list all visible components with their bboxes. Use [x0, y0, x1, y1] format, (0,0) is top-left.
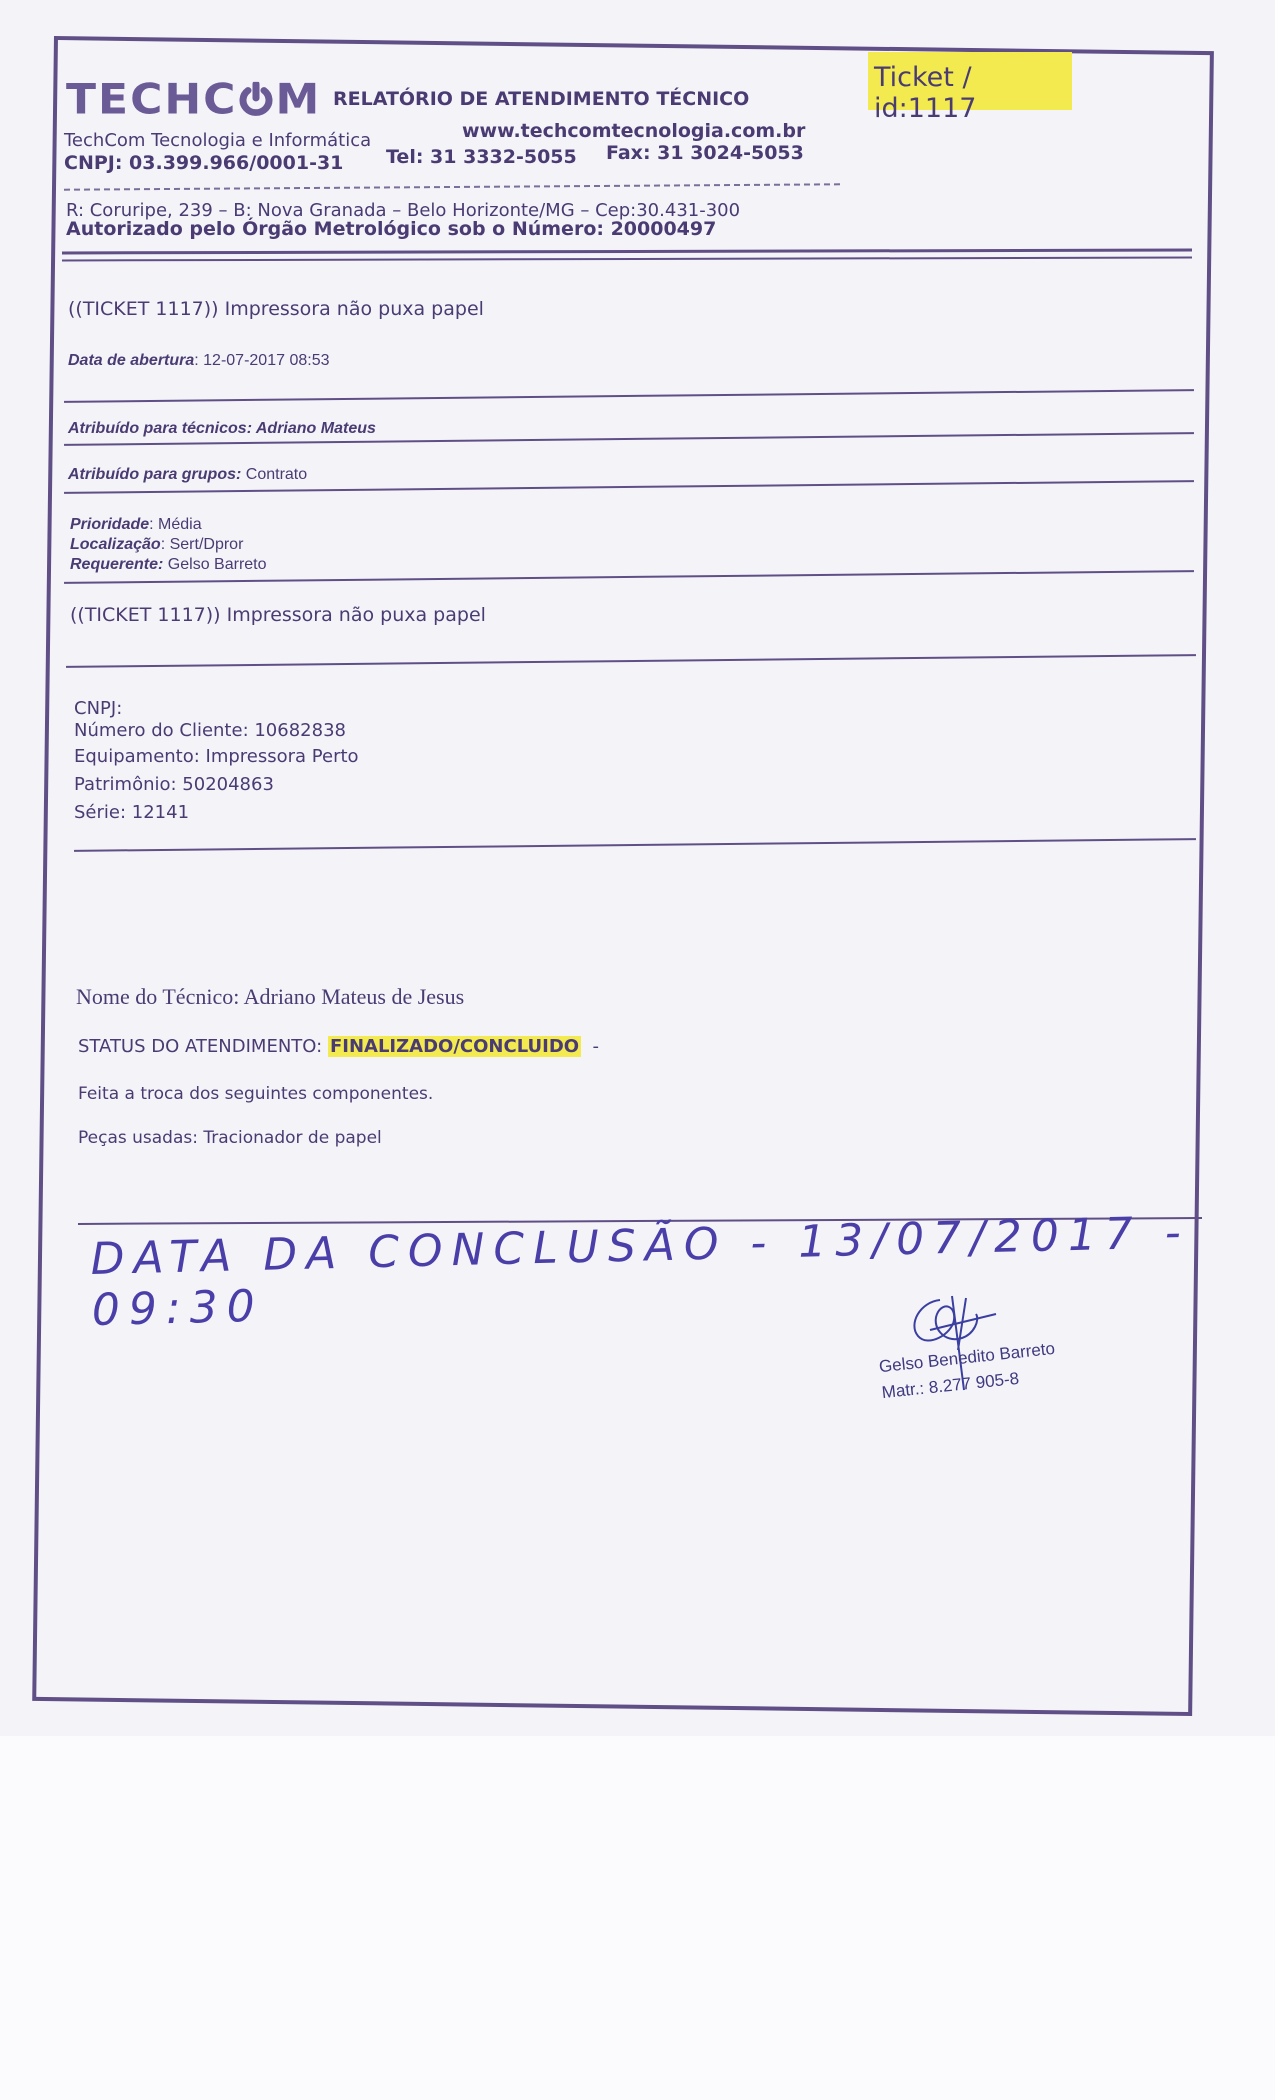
stamp-matr: Matr.: 8.277 905-8: [880, 1368, 1021, 1403]
report-title: RELATÓRIO DE ATENDIMENTO TÉCNICO: [333, 88, 750, 110]
ticket-id-highlight: [868, 52, 1072, 124]
ticket-id-label: Ticket / id:1117: [874, 62, 977, 124]
ticket-description: ((TICKET 1117)) Impressora não puxa papel: [70, 604, 486, 626]
requester-value: Gelso Barreto: [163, 556, 267, 573]
assigned-technicians: Atribuído para técnicos: Adriano Mateus: [68, 420, 376, 437]
company-tel: Tel: 31 3332-5055: [386, 146, 577, 168]
location-label: Localização: [70, 536, 161, 553]
company-name: TechCom Tecnologia e Informática: [64, 130, 372, 151]
serial-number: Série: 12141: [74, 802, 190, 823]
opening-date-value: : 12-07-2017 08:53: [194, 352, 330, 369]
techcom-logo: TECHC M: [66, 75, 322, 124]
equipment: Equipamento: Impressora Perto: [74, 746, 359, 767]
company-cnpj: CNPJ: 03.399.966/0001-31: [64, 152, 344, 174]
requester: [70, 556, 267, 574]
authorization-number: Autorizado pelo Órgão Metrológico sob o Número: 20000497: [66, 218, 717, 240]
location-value: : Sert/Dpror: [160, 536, 244, 553]
status-label: STATUS DO ATENDIMENTO:: [78, 1036, 323, 1057]
exchange-note: Feita a troca dos seguintes componentes.: [78, 1084, 434, 1104]
power-icon: [238, 78, 274, 112]
stamp-name: Gelso Benedito Barreto: [878, 1338, 1056, 1377]
status-dash: -: [592, 1036, 600, 1057]
requester-label: Requerente:: [70, 556, 164, 573]
priority-label: Prioridade: [70, 516, 150, 533]
website: www.techcomtecnologia.com.br: [462, 120, 806, 142]
parts-used: Peças usadas: Tracionador de papel: [78, 1128, 382, 1148]
company-address: R: Coruripe, 239 – B: Nova Granada – Belo Horizonte/MG – Cep:30.431-300: [66, 200, 741, 221]
status-badge: FINALIZADO/CONCLUIDO: [329, 1036, 580, 1057]
client-cnpj: CNPJ:: [74, 698, 123, 719]
opening-date-label: Data de abertura: [68, 352, 195, 369]
opening-date: [68, 352, 329, 370]
location: [70, 536, 243, 554]
client-number: Número do Cliente: 10682838: [74, 720, 346, 741]
assigned-groups-label: Atribuído para grupos:: [68, 466, 242, 483]
patrimony: Patrimônio: 50204863: [74, 774, 274, 795]
priority: [70, 516, 202, 534]
company-fax: Fax: 31 3024-5053: [606, 142, 804, 164]
assigned-groups: [68, 466, 307, 484]
page-border: [32, 36, 1214, 1716]
priority-value: : Média: [149, 516, 202, 533]
assigned-groups-value: Contrato: [241, 466, 308, 483]
service-status: [78, 1036, 599, 1057]
handwritten-conclusion-date: DATA DA CONCLUSÃO - 13/07/2017 - 09:30: [90, 1207, 1191, 1336]
technician-name: Nome do Técnico: Adriano Mateus de Jesus: [76, 984, 465, 1009]
ticket-title: ((TICKET 1117)) Impressora não puxa papel: [68, 298, 484, 320]
